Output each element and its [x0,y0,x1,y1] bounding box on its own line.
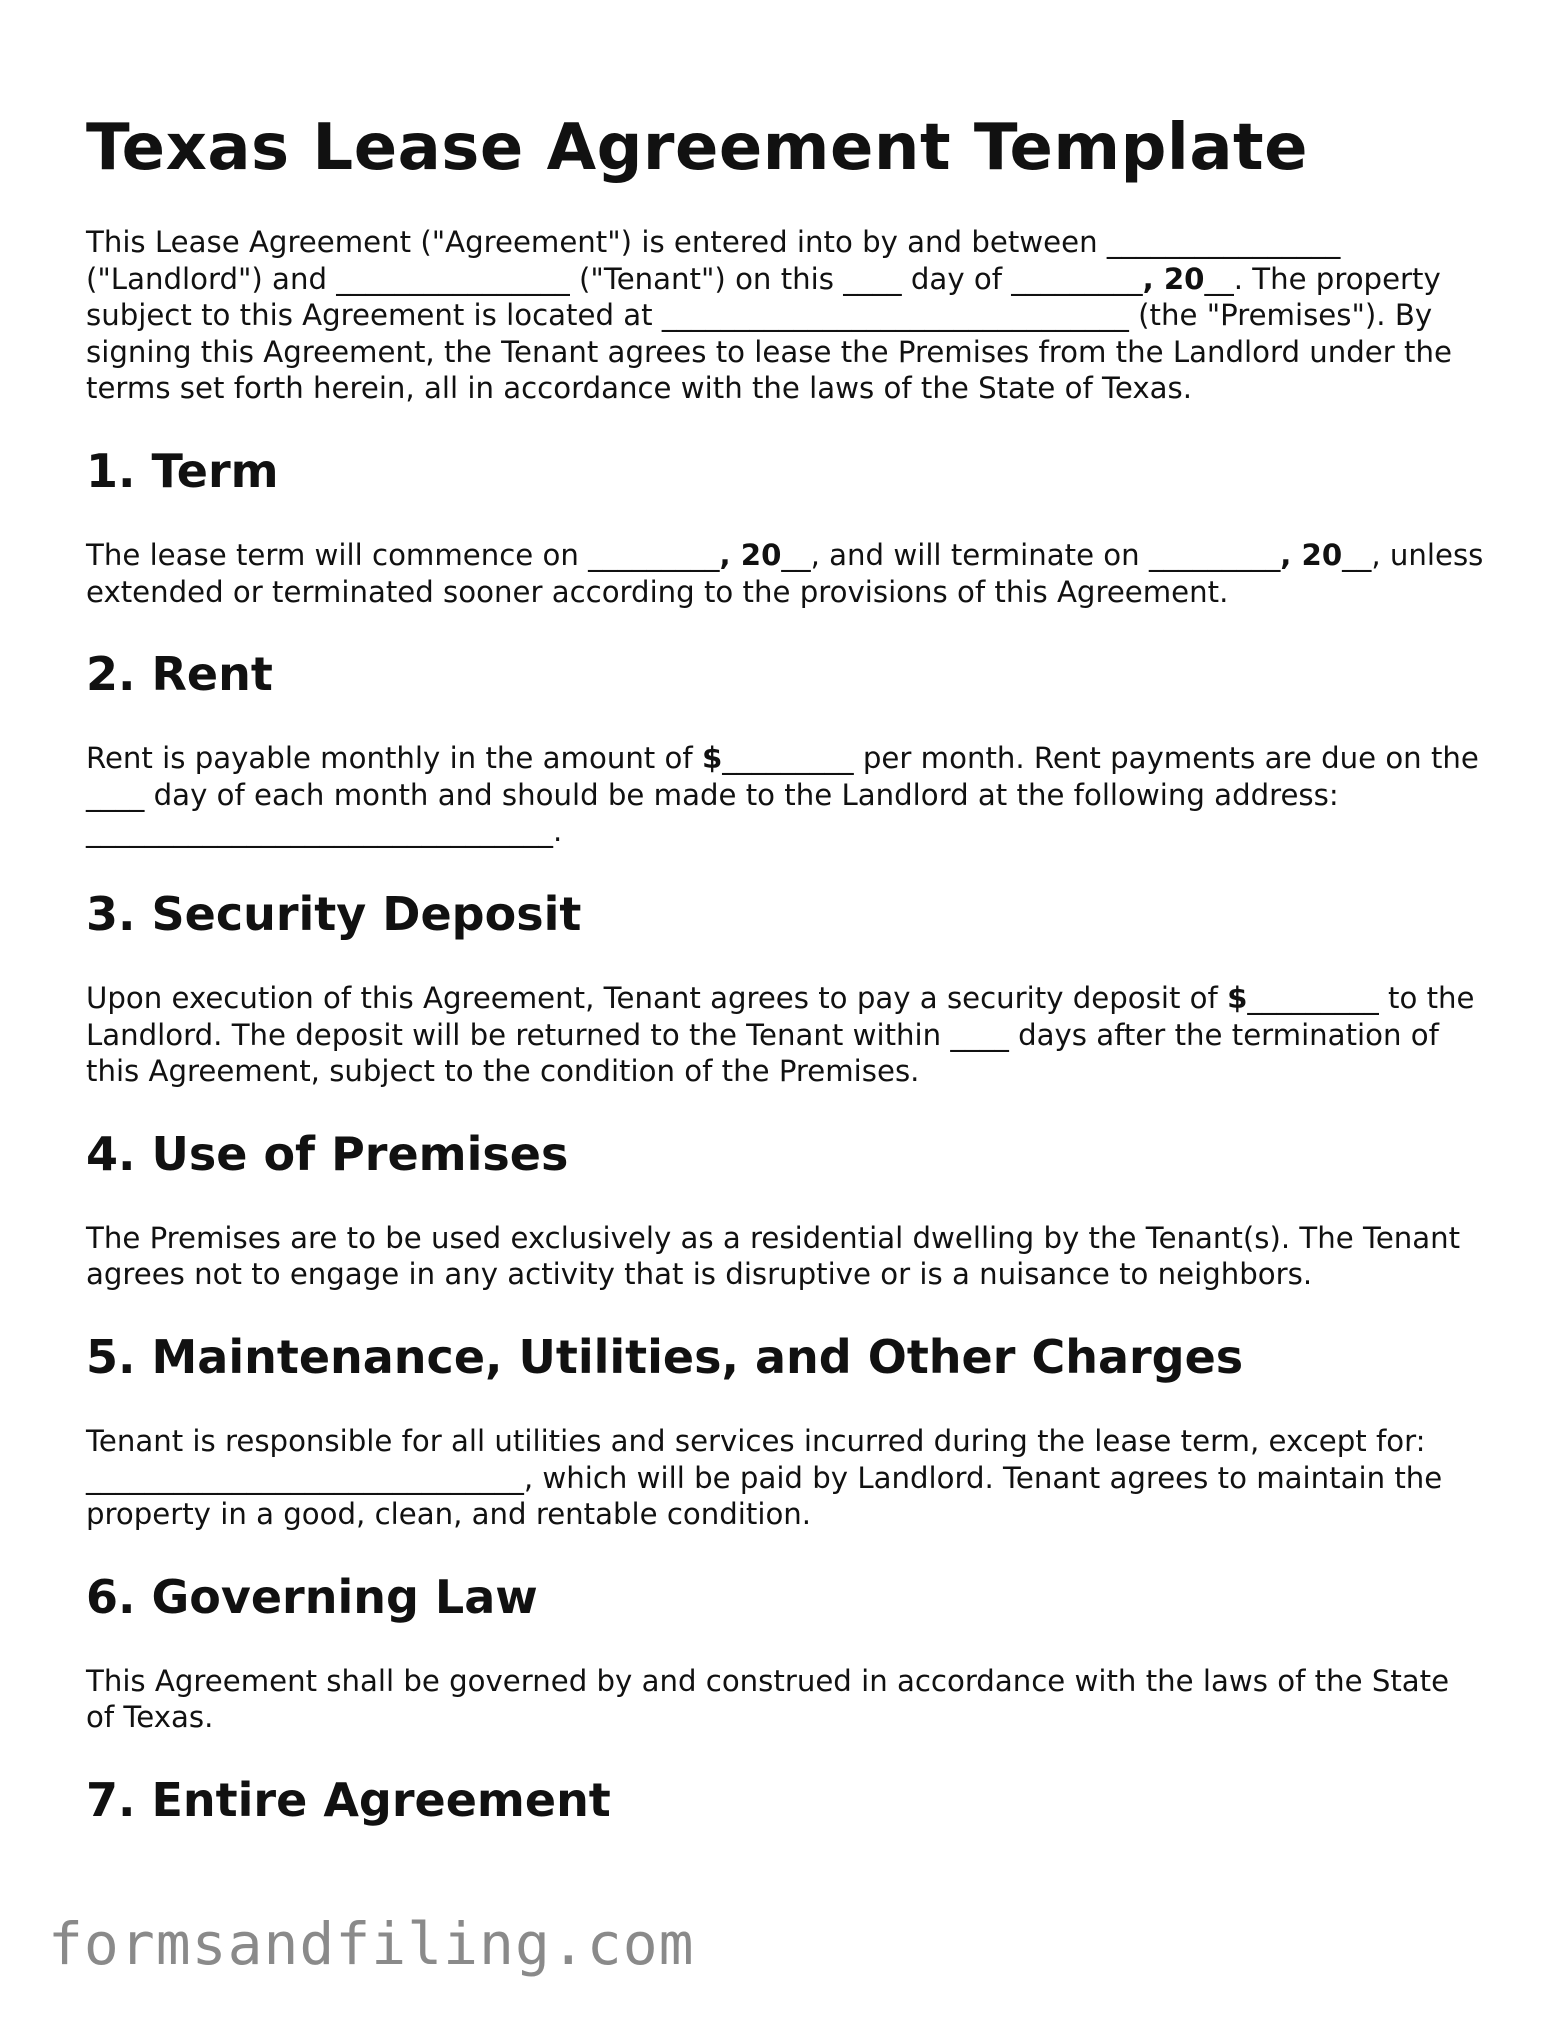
section-rent [86,646,1486,850]
document-title: Texas Lease Agreement Template [86,111,1308,185]
section-heading-maintenance: 5. Maintenance, Utilities, and Other Charges [86,1329,1244,1384]
intro-bold-year: , 20 [1142,261,1205,296]
deposit-text-2: _________ to the Landlord. The deposit will be returned to the Tenant within ____ days after the termination of this Agreement, subject to the condition of the Premises. [86,980,1475,1089]
term-paragraph [86,537,1486,610]
watermark: formsandfiling.com [48,1910,695,1978]
section-use [86,1126,1486,1293]
section-heading-term: 1. Term [86,443,279,498]
document-page [86,108,1486,1866]
section-heading-use: 4. Use of Premises [86,1126,569,1181]
law-paragraph: This Agreement shall be governed by and construed in accordance with the laws of the State of Texas. [86,1663,1450,1735]
intro-paragraph [86,224,1486,407]
term-text-3: __, unless extended or terminated sooner according to the provisions of this Agreement. [86,537,1484,609]
term-text-1: The lease term will commence on _________ [86,537,720,572]
rent-text-2: _________ per month. Rent payments are due on the ____ day of each month and should be made to the Landlord at the following address: ________________________________. [86,741,1479,849]
section-law [86,1569,1486,1736]
deposit-text-1: Upon execution of this Agreement, Tenant agrees to pay a security deposit of [86,980,1228,1015]
intro-text-2: __. The property subject to this Agreement is located at ________________________________ (the "Premises"). By signing this Agreement, the Tenant agrees to lease the Premises from the Landlord under the terms set forth herein, all in accordance with the laws of the State of Texas. [86,261,1452,406]
section-deposit [86,886,1486,1090]
section-heading-law: 6. Governing Law [86,1569,538,1624]
section-heading-entire: 7. Entire Agreement [86,1772,611,1827]
rent-bold-dollar: $ [701,741,723,776]
term-bold-year-1: , 20 [719,537,782,572]
section-entire [86,1772,1486,1828]
deposit-bold-dollar: $ [1227,980,1248,1015]
use-paragraph: The Premises are to be used exclusively as a residential dwelling by the Tenant(s). The Tenant agrees not to engage in any activity that is disruptive or is a nuisance to neighbors. [86,1220,1461,1292]
term-text-2: __, and will terminate on _________ [781,537,1281,572]
term-bold-year-2: , 20 [1280,537,1343,572]
section-heading-rent: 2. Rent [86,647,273,702]
rent-text-1: Rent is payable monthly in the amount of [86,741,702,776]
maintenance-paragraph: Tenant is responsible for all utilities and services incurred during the lease term, except for: ______________________________, which will be paid by Landlord. Tenant agrees to maintain the property in a good, clean, and rentable condition. [86,1423,1443,1532]
rent-paragraph [86,740,1486,850]
section-heading-deposit: 3. Security Deposit [86,886,582,941]
intro-text-1: This Lease Agreement ("Agreement") is entered into by and between ________________ ("Landlord") and ________________ ("Tenant") on this ____ day of _________ [86,225,1341,296]
section-term [86,443,1486,610]
section-maintenance [86,1329,1486,1533]
deposit-paragraph [86,980,1486,1090]
